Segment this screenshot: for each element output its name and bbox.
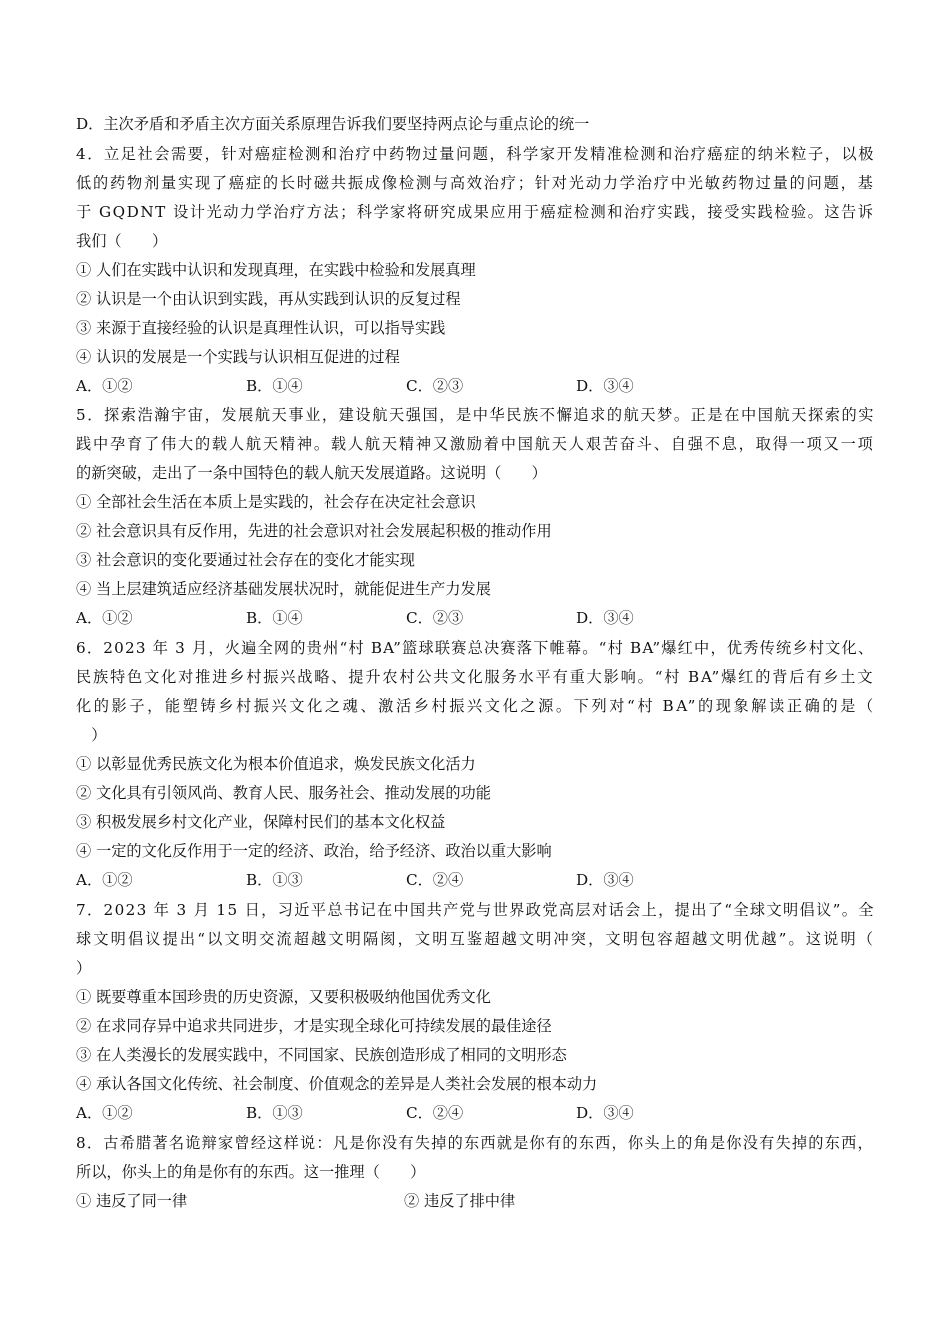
option-d[interactable]: D．③④ [576, 377, 634, 395]
option-d[interactable]: D．③④ [576, 871, 634, 889]
option-c[interactable]: C．②④ [406, 1104, 464, 1122]
option-d[interactable]: D．③④ [576, 609, 634, 627]
q4-stem-line: 于 GQDNT 设计光动力学治疗方法；科学家将研究成果应用于癌症检测和治疗实践，接受实践检验。这告诉 [76, 203, 875, 221]
q7-stem-line: ） [76, 959, 92, 977]
option-b[interactable]: B．①④ [246, 609, 303, 627]
q6-stem-line: 民族特色文化对推进乡村振兴战略、提升农村公共文化服务水平有重大影响。“村 BA”爆红的背后有乡土文 [76, 668, 875, 686]
q4-stem-line: 4．立足社会需要，针对癌症检测和治疗中药物过量问题，科学家开发精准检测和治疗癌症的纳米粒子，以极 [76, 145, 876, 163]
q4-statement: ④ 认识的发展是一个实践与认识相互促进的过程 [76, 348, 400, 366]
q8-statement-2: ② 违反了排中律 [404, 1192, 516, 1210]
q6-stem-line: 化的影子，能塑铸乡村振兴文化之魂、激活乡村振兴文化之源。下列对“村 BA”的现象解读正确的是（ [76, 697, 876, 715]
q7-statement: ③ 在人类漫长的发展实践中，不同国家、民族创造形成了相同的文明形态 [76, 1046, 567, 1064]
q7-statement: ④ 承认各国文化传统、社会制度、价值观念的差异是人类社会发展的根本动力 [76, 1075, 598, 1093]
option-b[interactable]: B．①③ [246, 1104, 303, 1122]
q5-stem-line: 的新突破，走出了一条中国特色的载人航天发展道路。这说明（ ） [76, 464, 547, 482]
q7-statement: ② 在求同存异中追求共同进步，才是实现全球化可持续发展的最佳途径 [76, 1017, 552, 1035]
q4-stem-line: 我们（ ） [76, 232, 168, 250]
q4-stem-line: 低的药物剂量实现了癌症的长时磁共振成像检测与高效治疗；针对光动力学治疗中光敏药物过量的问题，基 [76, 174, 875, 192]
option-b[interactable]: B．①③ [246, 871, 303, 889]
option-a[interactable]: A．①② [76, 377, 133, 395]
q5-statement: ④ 当上层建筑适应经济基础发展状况时，就能促进生产力发展 [76, 580, 491, 598]
q7-stem-line: 7．2023 年 3 月 15 日，习近平总书记在中国共产党与世界政党高层对话会上，提出了“全球文明倡议”。全 [76, 901, 875, 919]
q5-statement: ① 全部社会生活在本质上是实践的，社会存在决定社会意识 [76, 493, 476, 511]
q8-stem-line: 所以，你头上的角是你有的东西。这一推理（ ） [76, 1163, 426, 1181]
q5-stem-line: 践中孕育了伟大的载人航天精神。载人航天精神又激励着中国航天人艰苦奋斗、自强不息，取得一项又一项 [76, 435, 875, 453]
option-b[interactable]: B．①④ [246, 377, 303, 395]
q4-statement: ① 人们在实践中认识和发现真理，在实践中检验和发展真理 [76, 261, 476, 279]
q7-statement: ① 既要尊重本国珍贵的历史资源，又要积极吸纳他国优秀文化 [76, 988, 491, 1006]
q5-stem-line: 5．探索浩瀚宇宙，发展航天事业，建设航天强国，是中华民族不懈追求的航天梦。正是在中国航天探索的实 [76, 406, 876, 424]
q5-statement: ③ 社会意识的变化要通过社会存在的变化才能实现 [76, 551, 415, 569]
q8-stem-line: 8．古希腊著名诡辩家曾经这样说：凡是你没有失掉的东西就是你有的东西，你头上的角是你没有失掉的东西， [76, 1134, 874, 1152]
option-c[interactable]: C．②④ [406, 871, 464, 889]
option-a[interactable]: A．①② [76, 609, 133, 627]
q4-statement: ② 认识是一个由认识到实践，再从实践到认识的反复过程 [76, 290, 461, 308]
q3-option-d: D．主次矛盾和矛盾主次方面关系原理告诉我们要坚持两点论与重点论的统一 [76, 115, 590, 133]
q6-stem-line: 6．2023 年 3 月，火遍全网的贵州“村 BA”篮球联赛总决赛落下帷幕。“村 BA”爆红中，优秀传统乡村文化、 [76, 639, 875, 657]
q6-statement: ④ 一定的文化反作用于一定的经济、政治，给予经济、政治以重大影响 [76, 842, 552, 860]
q6-stem-line: ） [76, 726, 107, 744]
q6-statement: ② 文化具有引领风尚、教育人民、服务社会、推动发展的功能 [76, 784, 491, 802]
q7-stem-line: 球文明倡议提出“以文明交流超越文明隔阂，文明互鉴超越文明冲突，文明包容超越文明优越”。这说明（ [76, 930, 876, 948]
option-a[interactable]: A．①② [76, 871, 133, 889]
option-c[interactable]: C．②③ [406, 609, 464, 627]
q6-statement: ③ 积极发展乡村文化产业，保障村民们的基本文化权益 [76, 813, 446, 831]
q6-statement: ① 以彰显优秀民族文化为根本价值追求，焕发民族文化活力 [76, 755, 476, 773]
q5-statement: ② 社会意识具有反作用，先进的社会意识对社会发展起积极的推动作用 [76, 522, 552, 540]
option-a[interactable]: A．①② [76, 1104, 133, 1122]
option-d[interactable]: D．③④ [576, 1104, 634, 1122]
q8-statement-1: ① 违反了同一律 [76, 1192, 188, 1210]
option-c[interactable]: C．②③ [406, 377, 464, 395]
q4-statement: ③ 来源于直接经验的认识是真理性认识，可以指导实践 [76, 319, 446, 337]
